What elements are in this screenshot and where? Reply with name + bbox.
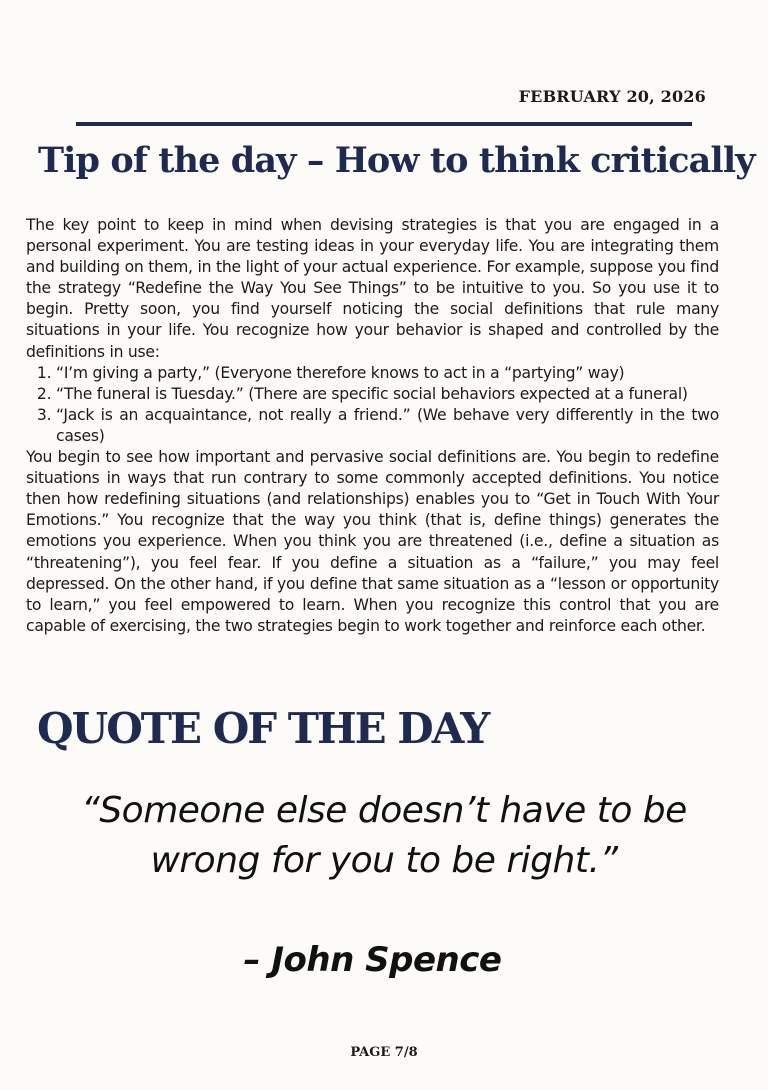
tip-intro-paragraph: The key point to keep in mind when devising strategies is that you are engaged in a personal experiment. You are testing ideas in your everyday life. You are integrating them and building on them, in the light of your actual experience. For example, suppose you find the strategy “Redefine the Way You See Things” to be intuitive to you. So you use it to begin. Pretty soon, you find yourself noticing the social definitions that rule many situations in your life. You recognize how your behavior is shaped and controlled by the definitions in use: xyxy=(26,216,719,361)
tip-title: Tip of the day – How to think critically xyxy=(38,140,755,181)
quote-line: wrong for you to be right.” xyxy=(150,840,618,881)
tip-example-list xyxy=(26,363,719,447)
list-item: 3. “Jack is an acquaintance, not really a friend.” (We behave very differently in the two cases) xyxy=(56,405,719,447)
quote-heading: QUOTE OF THE DAY xyxy=(37,704,489,753)
tip-conclusion-paragraph: You begin to see how important and pervasive social definitions are. You begin to redefine situations in ways that run contrary to some commonly accepted definitions. You notice then how redefining situations (and relationships) enables you to “Get in Touch With Your Emotions.” You recognize that the way you think (that is, define things) generates the emotions you experience. When you think you are threatened (i.e., define a situation as “threatening”), you feel fear. If you define a situation as a “failure,” you may feel depressed. On the other hand, if you define that same situation as a “lesson or opportunity to learn,” you feel empowered to learn. When you recognize this control that you are capable of exercising, the two strategies begin to work together and reinforce each other. xyxy=(26,448,719,635)
list-item: 2. “The funeral is Tuesday.” (There are specific social behaviors expected at a funeral) xyxy=(56,384,719,405)
list-item: 1. “I’m giving a party,” (Everyone therefore knows to act in a “partying” way) xyxy=(56,363,719,384)
page-number: PAGE 7/8 xyxy=(350,1045,418,1060)
page-date: FEBRUARY 20, 2026 xyxy=(518,87,706,106)
quote-text xyxy=(54,786,714,886)
quote-line: “Someone else doesn’t have to be xyxy=(81,790,687,831)
tip-body xyxy=(26,215,719,637)
header-divider xyxy=(76,122,692,126)
quote-author: – John Spence xyxy=(243,940,502,980)
